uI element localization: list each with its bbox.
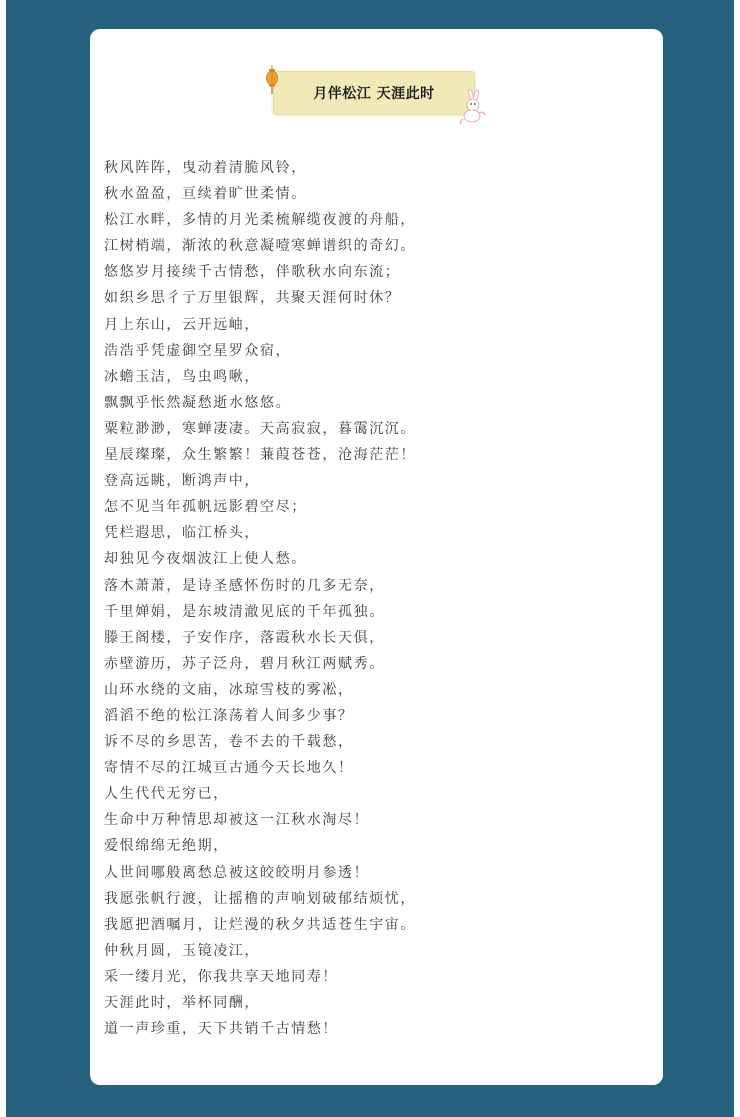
poem-line: 凭栏遐思，临江桥头， [104, 525, 260, 542]
poem-line: 人世间哪般离愁总被这皎皎明月参透！ [104, 864, 370, 881]
poem-line: 我愿张帆行渡，让摇橹的声响划破郁结烦忧， [104, 890, 416, 907]
poem-line: 天涯此时，举杯同酬， [104, 995, 260, 1011]
poem-line: 滕王阁楼，子安作序，落霞秋水长天俱， [104, 629, 385, 646]
poem-line: 采一缕月光，你我共享天地同寿！ [104, 968, 338, 985]
poem-line: 冰蟾玉洁，鸟虫鸣啾， [104, 368, 260, 385]
poem-line: 爱恨绵绵无绝期， [104, 838, 229, 855]
poem-line: 落木萧萧，是诗圣感怀伤时的几多无奈， [104, 577, 385, 594]
poem-line: 怎不见当年孤帆远影碧空尽； [104, 499, 307, 516]
poem-line: 飘飘乎怅然凝愁逝水悠悠。 [104, 394, 292, 411]
poem-line: 仲秋月圆，玉镜凌江， [104, 942, 260, 959]
poem-line: 山环水绕的文庙，冰琼雪枝的雾凇， [104, 681, 354, 698]
poem-line: 松江水畔，多情的月光柔梳解缆夜渡的舟船， [104, 212, 416, 229]
poem-line: 却独见今夜烟波江上使人愁。 [104, 551, 307, 568]
poem-line: 千里婵娟，是东坡清澈见底的千年孤独。 [104, 603, 385, 620]
poem-line: 寄情不尽的江城亘古通今天长地久！ [104, 760, 354, 777]
poem-line: 道一声珍重，天下共销千古情愁！ [104, 1021, 338, 1038]
poem-line: 赤壁游历，苏子泛舟，碧月秋江两赋秀。 [104, 655, 385, 672]
poem-line: 浩浩乎凭虚御空星罗众宿， [104, 342, 292, 359]
poem-line: 悠悠岁月接续千古情愁，伴歌秋水向东流； [104, 264, 401, 281]
poem-line: 江树梢端，渐浓的秋意凝噎寒蝉谱织的奇幻。 [104, 238, 416, 255]
rabbit-icon [457, 89, 487, 125]
poem-line: 诉不尽的乡思苦，卷不去的千载愁， [104, 734, 354, 751]
poem-line: 秋水盈盈，亘续着旷世柔情。 [104, 186, 307, 203]
poem-line: 滔滔不绝的松江涤荡着人间多少事？ [104, 707, 354, 724]
title-banner [267, 67, 485, 123]
poem-line: 月上东山，云开远岫， [104, 316, 260, 333]
poem-line: 我愿把酒嘱月，让烂漫的秋夕共适苍生宇宙。 [104, 916, 416, 933]
poem-line: 人生代代无穷已， [104, 786, 229, 803]
poem-line: 登高远眺，断鸿声中， [104, 473, 260, 490]
poem-line: 如织乡思彳亍万里银辉，共聚天涯何时休？ [104, 290, 401, 307]
lantern-icon [265, 65, 279, 95]
poem-text [104, 155, 654, 1042]
article-card [90, 29, 663, 1085]
page-frame [6, 0, 734, 1117]
poem-line: 星辰璨璨，众生繁繁！蒹葭苍苍，沧海茫茫！ [104, 447, 416, 464]
poem-line: 生命中万种情思却被这一江秋水淘尽！ [104, 812, 370, 829]
poem-line: 粟粒渺渺，寒蝉凄凄。天高寂寂，暮霭沉沉。 [104, 420, 416, 437]
page-title: 月伴松江 天涯此时 [313, 86, 435, 102]
title-box [273, 71, 475, 115]
poem-line: 秋风阵阵，曳动着清脆风铃， [104, 160, 307, 176]
